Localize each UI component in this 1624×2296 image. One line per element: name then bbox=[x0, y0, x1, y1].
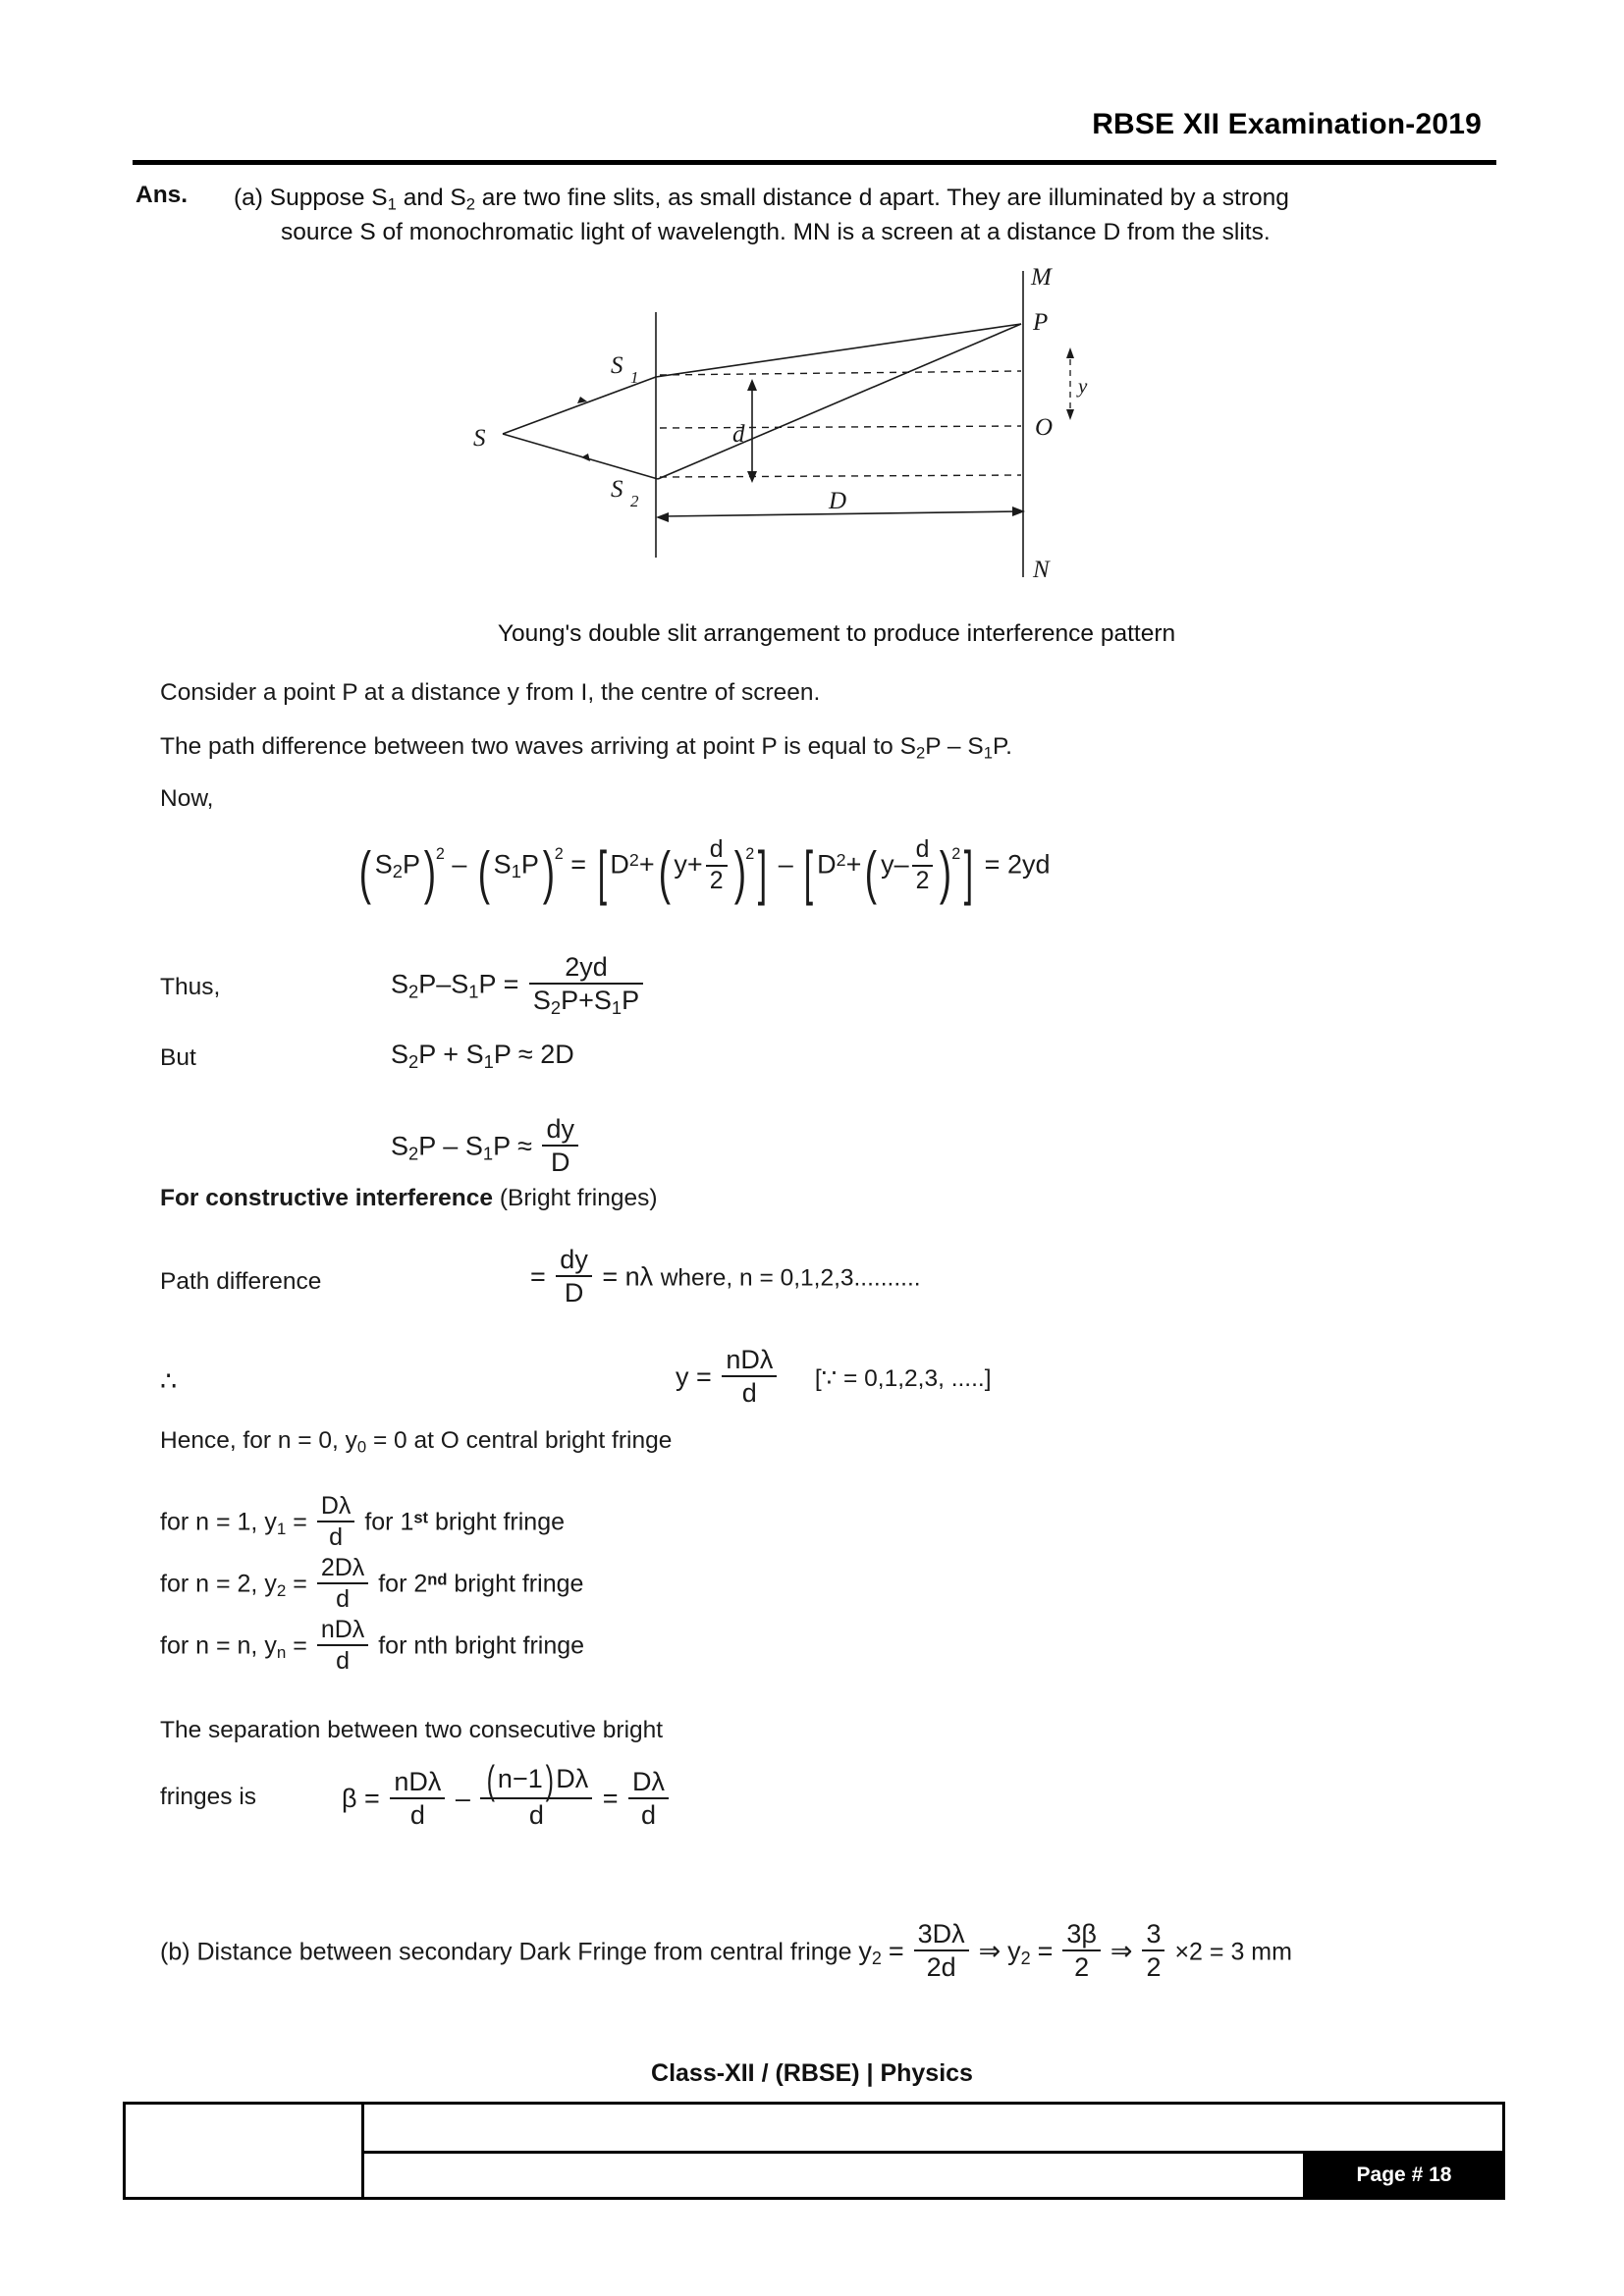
thus-label: Thus, bbox=[160, 974, 221, 1000]
part-b-arrow-2: ⇒ bbox=[1110, 1936, 1133, 1966]
answer-label: Ans. bbox=[135, 182, 189, 208]
eq-pd-eq1: = bbox=[530, 1261, 546, 1292]
eq-pd-eq2: = bbox=[602, 1261, 619, 1292]
eq-beta-eq: = bbox=[364, 1784, 380, 1814]
paren-close-1: ) bbox=[423, 839, 437, 906]
frac-num-nDlambda-a: nDλ bbox=[722, 1345, 777, 1377]
eq-but-s1: S bbox=[465, 1040, 484, 1069]
footer-title: Class-XII / (RBSE) | Physics bbox=[651, 2059, 973, 2087]
frac-3beta-over-2 bbox=[1062, 1919, 1101, 1982]
frac-num-n-minus-1-Dlambda bbox=[480, 1757, 592, 1803]
frac-den-2-b: 2 bbox=[915, 867, 930, 894]
footer-left-cell bbox=[126, 2105, 364, 2197]
eq-thus-p1: P bbox=[418, 969, 437, 999]
separation-line-1: The separation between two consecutive bright bbox=[160, 1717, 664, 1743]
eq-thus-s2-sub: 2 bbox=[408, 981, 419, 1002]
eq-approx-s1-sub: 1 bbox=[482, 1143, 494, 1164]
eq-main-equals: = bbox=[570, 849, 587, 880]
eq-pd-where: where, n = 0,1,2,3.......... bbox=[660, 1264, 921, 1292]
eq-pd-nlambda: nλ bbox=[624, 1261, 654, 1292]
frac-num-3beta: 3β bbox=[1062, 1919, 1101, 1951]
equation-path-difference-n-lambda bbox=[530, 1245, 921, 1308]
path-diff-pre: The path difference between two waves arriving at point P is equal to S bbox=[160, 733, 916, 760]
bracket-open-1: [ bbox=[597, 839, 607, 907]
frac-num-Dlambda: Dλ bbox=[317, 1492, 355, 1522]
separation-line-2: fringes is bbox=[160, 1784, 257, 1810]
frac-nDlambda-over-d-c bbox=[390, 1767, 445, 1830]
frac-den-2-b: 2 bbox=[1074, 1952, 1090, 1983]
diagram-label-M: M bbox=[1031, 264, 1052, 291]
eq-but-approx: ≈ bbox=[517, 1040, 533, 1069]
equation-but bbox=[391, 1038, 574, 1074]
beta-num-tail: Dλ bbox=[556, 1764, 589, 1793]
eq-main-rhs: = 2yd bbox=[984, 849, 1051, 880]
eq-main-y2: y bbox=[881, 849, 894, 880]
eq-n2-y-sub: 2 bbox=[276, 1580, 287, 1600]
den-s2: S bbox=[532, 986, 551, 1016]
frac-num-2Dlambda: 2Dλ bbox=[317, 1554, 368, 1584]
eq-thus-s1: S bbox=[451, 969, 469, 999]
paren-close-3: ) bbox=[733, 839, 746, 906]
frac-2yd-over-sum bbox=[529, 952, 643, 1019]
equation-approx-dy-over-D bbox=[391, 1114, 581, 1177]
eq-beta-symbol: β bbox=[342, 1784, 357, 1814]
eq-n1-pre: for n = 1, bbox=[160, 1508, 258, 1536]
eq-n2-post-pre: for 2 bbox=[378, 1570, 428, 1598]
den-p1: P bbox=[561, 986, 579, 1016]
eq-main-minus: – bbox=[452, 849, 467, 880]
constructive-interference-heading bbox=[160, 1183, 658, 1215]
path-diff-mid: P – S bbox=[925, 733, 984, 760]
equation-n-equals-2 bbox=[160, 1554, 583, 1613]
eq-beta-minus: – bbox=[455, 1784, 470, 1814]
equation-n-equals-n bbox=[160, 1616, 584, 1675]
eq-n2-ordinal-sup: nd bbox=[427, 1571, 448, 1589]
eq-main-D2: D bbox=[817, 849, 837, 880]
eq-main-s1-sub: 1 bbox=[511, 861, 521, 882]
frac-den-D-a: D bbox=[550, 1148, 570, 1178]
eq-main-D2-sq: 2 bbox=[836, 849, 846, 870]
equation-main-path-difference bbox=[355, 836, 1051, 907]
eq-approx-minus: – bbox=[443, 1131, 459, 1161]
diagram-label-S1: S bbox=[611, 352, 623, 379]
eq-main-D1-sq: 2 bbox=[628, 849, 639, 870]
eq-nn-pre: for n = n, bbox=[160, 1631, 258, 1660]
den-s1: S bbox=[593, 986, 612, 1016]
hence-sub: 0 bbox=[356, 1437, 367, 1457]
eq-thus-s2: S bbox=[391, 969, 409, 999]
frac-3Dlambda-over-2d bbox=[914, 1919, 969, 1982]
diagram-label-N: N bbox=[1033, 557, 1050, 583]
eq-approx-s1: S bbox=[464, 1131, 483, 1161]
eq-but-s2-sub: 2 bbox=[408, 1050, 419, 1072]
frac-dy-over-D-a bbox=[542, 1114, 578, 1177]
eq-approx-s2: S bbox=[391, 1131, 409, 1161]
frac-n-minus-1-Dlambda-over-d bbox=[480, 1757, 592, 1830]
eq-n1-ordinal-sup: st bbox=[413, 1509, 429, 1527]
eq-nn-y-sub: n bbox=[276, 1642, 287, 1662]
frac-den-2-c: 2 bbox=[1146, 1952, 1162, 1983]
consider-point-line: Consider a point P at a distance y from I, the centre of screen. bbox=[160, 679, 821, 706]
diagram-label-S1-sub: 1 bbox=[630, 368, 639, 387]
eq-approx-sign: ≈ bbox=[517, 1131, 532, 1161]
eq-but-s1-sub: 1 bbox=[483, 1050, 494, 1072]
frac-num-d-b: d bbox=[912, 836, 934, 867]
frac-dy-over-D-b bbox=[556, 1245, 592, 1308]
part-b-eq1: = bbox=[888, 1936, 904, 1966]
answer-part-b-line bbox=[160, 1919, 1292, 1982]
frac-2Dlambda-over-d bbox=[317, 1554, 368, 1613]
eq-nn-eq: = bbox=[293, 1631, 307, 1660]
but-label: But bbox=[160, 1044, 196, 1071]
paren-open-3: ( bbox=[658, 839, 671, 906]
bracket-close-1: ] bbox=[758, 839, 768, 907]
eq-main-group-sq-a: 2 bbox=[745, 844, 755, 863]
bracket-open-2: [ bbox=[804, 839, 814, 907]
part-a-text-pre: (a) Suppose S bbox=[234, 185, 388, 211]
eq-beta-eq2: = bbox=[602, 1784, 619, 1814]
eq-approx-p2: P bbox=[493, 1131, 511, 1161]
diagram-label-D: D bbox=[829, 488, 847, 514]
frac-num-dy-b: dy bbox=[556, 1245, 592, 1277]
frac-den-d-n2: d bbox=[336, 1585, 350, 1613]
part-a-line2: source S of monochromatic light of wavelength. MN is a screen at a distance D from the slits. bbox=[281, 218, 1271, 245]
eq-thus-op: – bbox=[436, 969, 452, 999]
den-plus: + bbox=[578, 986, 594, 1016]
paren-close-4: ) bbox=[940, 839, 952, 906]
eq-main-plus-1: + bbox=[638, 849, 655, 880]
frac-den-sum bbox=[529, 985, 643, 1018]
eq-main-y1: y bbox=[674, 849, 687, 880]
therefore-symbol: ∴ bbox=[160, 1366, 178, 1396]
diagram-caption bbox=[0, 620, 1624, 648]
eq-n1-y-sub: 1 bbox=[276, 1519, 287, 1538]
constructive-heading-note: (Bright fringes) bbox=[499, 1185, 658, 1211]
eq-n1-post-pre: for 1 bbox=[364, 1508, 414, 1536]
header-divider-rule bbox=[133, 160, 1496, 165]
eq-main-plus-inner: + bbox=[686, 849, 703, 880]
eq-n2-eq: = bbox=[293, 1570, 307, 1598]
frac-den-d-a: d bbox=[741, 1378, 757, 1409]
den-p2: P bbox=[622, 986, 640, 1016]
frac-den-d-beta1: d bbox=[409, 1799, 425, 1830]
eq-main-s1: S bbox=[493, 849, 512, 880]
frac-den-d-beta3: d bbox=[641, 1799, 657, 1830]
path-difference-label: Path difference bbox=[160, 1268, 322, 1295]
part-b-arrow-1: ⇒ bbox=[978, 1936, 1001, 1966]
eq-approx-s2-sub: 2 bbox=[408, 1143, 419, 1164]
eq-but-p1: P bbox=[418, 1040, 436, 1069]
eq-n1-y: y bbox=[264, 1508, 277, 1536]
part-a-text-post: are two fine slits, as small distance d apart. They are illuminated by a strong bbox=[475, 185, 1289, 211]
frac-den-2-a: 2 bbox=[709, 867, 724, 894]
now-label: Now, bbox=[160, 785, 214, 812]
page-number-badge: Page # 18 bbox=[1303, 2151, 1505, 2200]
diagram-label-S: S bbox=[473, 425, 486, 452]
eq-main-minus-inner: – bbox=[893, 849, 909, 880]
eq-n1-eq: = bbox=[293, 1508, 307, 1536]
eq-n2-y: y bbox=[264, 1570, 277, 1598]
answer-part-a-paragraph bbox=[234, 182, 1441, 250]
eq-thus-p2: P bbox=[478, 969, 497, 999]
eq-main-p1: P bbox=[403, 849, 421, 880]
eq-y-eq: = bbox=[696, 1362, 712, 1392]
eq-n2-pre: for n = 2, bbox=[160, 1570, 258, 1598]
eq-main-minus-2: – bbox=[778, 849, 793, 880]
eq-but-p2: P bbox=[493, 1040, 512, 1069]
equation-y-equals-nDlambda-over-d bbox=[676, 1345, 992, 1408]
constructive-heading-text: For constructive interference bbox=[160, 1185, 494, 1211]
frac-num-3: 3 bbox=[1142, 1919, 1164, 1951]
eq-but-s2: S bbox=[391, 1040, 409, 1069]
eq-y-y: y bbox=[676, 1362, 689, 1392]
frac-Dlambda-over-d bbox=[317, 1492, 355, 1551]
diagram-label-S2-sub: 2 bbox=[630, 492, 639, 510]
equation-fringe-width-beta bbox=[342, 1757, 672, 1830]
eq-but-rhs: 2D bbox=[540, 1040, 574, 1069]
frac-num-Dlambda-beta: Dλ bbox=[628, 1767, 669, 1799]
part-a-text-mid: and S bbox=[396, 185, 466, 211]
frac-d-over-2-b bbox=[912, 836, 934, 895]
frac-num-2yd: 2yd bbox=[529, 952, 643, 985]
frac-nDlambda-over-d-b bbox=[317, 1616, 368, 1675]
beta-num-body: n−1 bbox=[497, 1764, 543, 1793]
eq-main-group-sq-b: 2 bbox=[951, 844, 961, 863]
eq-main-D1: D bbox=[610, 849, 629, 880]
frac-num-3Dlambda: 3Dλ bbox=[914, 1919, 969, 1951]
hence-pre: Hence, for n = 0, y bbox=[160, 1427, 357, 1454]
part-b-text: (b) Distance between secondary Dark Fringe from central fringe bbox=[160, 1938, 852, 1966]
frac-3-over-2 bbox=[1142, 1919, 1164, 1982]
frac-den-d-nn: d bbox=[336, 1647, 350, 1675]
diagram-caption-text: Young's double slit arrangement to produce interference pattern bbox=[497, 620, 1176, 647]
part-b-eq2: = bbox=[1037, 1936, 1054, 1966]
footer-right-cell bbox=[364, 2105, 1502, 2197]
slit2-subscript: 2 bbox=[465, 194, 475, 214]
eq-main-plus-2: + bbox=[845, 849, 862, 880]
part-b-y2-second-sub: 2 bbox=[1020, 1949, 1031, 1969]
frac-den-d-beta2: d bbox=[528, 1799, 544, 1830]
eq-nn-post: for nth bright fringe bbox=[378, 1631, 585, 1660]
eq-n2-post: bright fringe bbox=[447, 1570, 584, 1598]
hence-central-bright-fringe-line bbox=[160, 1425, 672, 1458]
slit1-subscript: 1 bbox=[387, 194, 397, 214]
path-difference-line bbox=[160, 731, 1012, 764]
bracket-close-2: ] bbox=[964, 839, 974, 907]
equation-n-equals-1 bbox=[160, 1492, 565, 1551]
frac-num-dy-a: dy bbox=[542, 1114, 578, 1147]
eq-main-p2: P bbox=[520, 849, 539, 880]
diagram-label-d: d bbox=[732, 421, 745, 448]
part-b-y2: y bbox=[858, 1936, 872, 1966]
frac-num-nDlambda-c: nDλ bbox=[390, 1767, 445, 1799]
eq-main-s2: S bbox=[374, 849, 393, 880]
diagram-label-O: O bbox=[1035, 414, 1054, 441]
page-header-title: RBSE XII Examination-2019 bbox=[1092, 108, 1482, 140]
diagram-label-P: P bbox=[1033, 309, 1049, 336]
path-diff-sub1: 1 bbox=[983, 743, 993, 763]
paren-close-2: ) bbox=[542, 839, 555, 906]
part-b-y2-sub: 2 bbox=[871, 1949, 882, 1969]
paren-open-4: ( bbox=[865, 839, 878, 906]
eq-nn-y: y bbox=[264, 1631, 277, 1660]
paren-close-beta: ) bbox=[545, 1757, 554, 1803]
paren-open-2: ( bbox=[477, 839, 490, 906]
den-s1-sub: 1 bbox=[611, 997, 623, 1018]
path-diff-sub2: 2 bbox=[915, 743, 926, 763]
frac-den-d-n1: d bbox=[329, 1523, 344, 1551]
hence-post: = 0 at O central bright fringe bbox=[366, 1427, 673, 1454]
equation-thus bbox=[391, 952, 646, 1019]
frac-nDlambda-over-d-a bbox=[722, 1345, 777, 1408]
eq-n1-post: bright fringe bbox=[428, 1508, 565, 1536]
paren-open-1: ( bbox=[358, 839, 372, 906]
footer-table bbox=[123, 2102, 1505, 2200]
eq-thus-s1-sub: 1 bbox=[468, 981, 479, 1002]
part-b-result: = 3 mm bbox=[1209, 1938, 1292, 1966]
youngs-double-slit-diagram bbox=[412, 253, 1100, 602]
frac-num-nDlambda-b: nDλ bbox=[317, 1616, 368, 1646]
eq-y-bracket-note: [∵ = 0,1,2,3, .....] bbox=[814, 1364, 992, 1392]
paren-open-beta: ( bbox=[486, 1757, 496, 1803]
eq-approx-p1: P bbox=[418, 1131, 436, 1161]
frac-Dlambda-over-d-beta bbox=[628, 1767, 669, 1830]
eq-but-plus: + bbox=[443, 1040, 460, 1069]
eq-thus-equals: = bbox=[503, 969, 519, 999]
diagram-label-y: y bbox=[1078, 374, 1088, 398]
frac-d-over-2-a bbox=[706, 836, 728, 895]
frac-num-d-a: d bbox=[706, 836, 728, 867]
part-b-y2-second: y bbox=[1007, 1936, 1021, 1966]
eq-main-sq1: 2 bbox=[435, 844, 445, 863]
path-diff-post: P. bbox=[992, 733, 1012, 760]
part-b-times: ×2 bbox=[1174, 1938, 1203, 1966]
frac-den-2d: 2d bbox=[926, 1952, 956, 1983]
eq-main-s2-sub: 2 bbox=[392, 861, 404, 882]
frac-den-D-b: D bbox=[564, 1278, 584, 1308]
eq-main-sq2: 2 bbox=[554, 844, 564, 863]
den-s2-sub: 2 bbox=[550, 997, 562, 1018]
diagram-label-S2: S bbox=[611, 476, 623, 503]
